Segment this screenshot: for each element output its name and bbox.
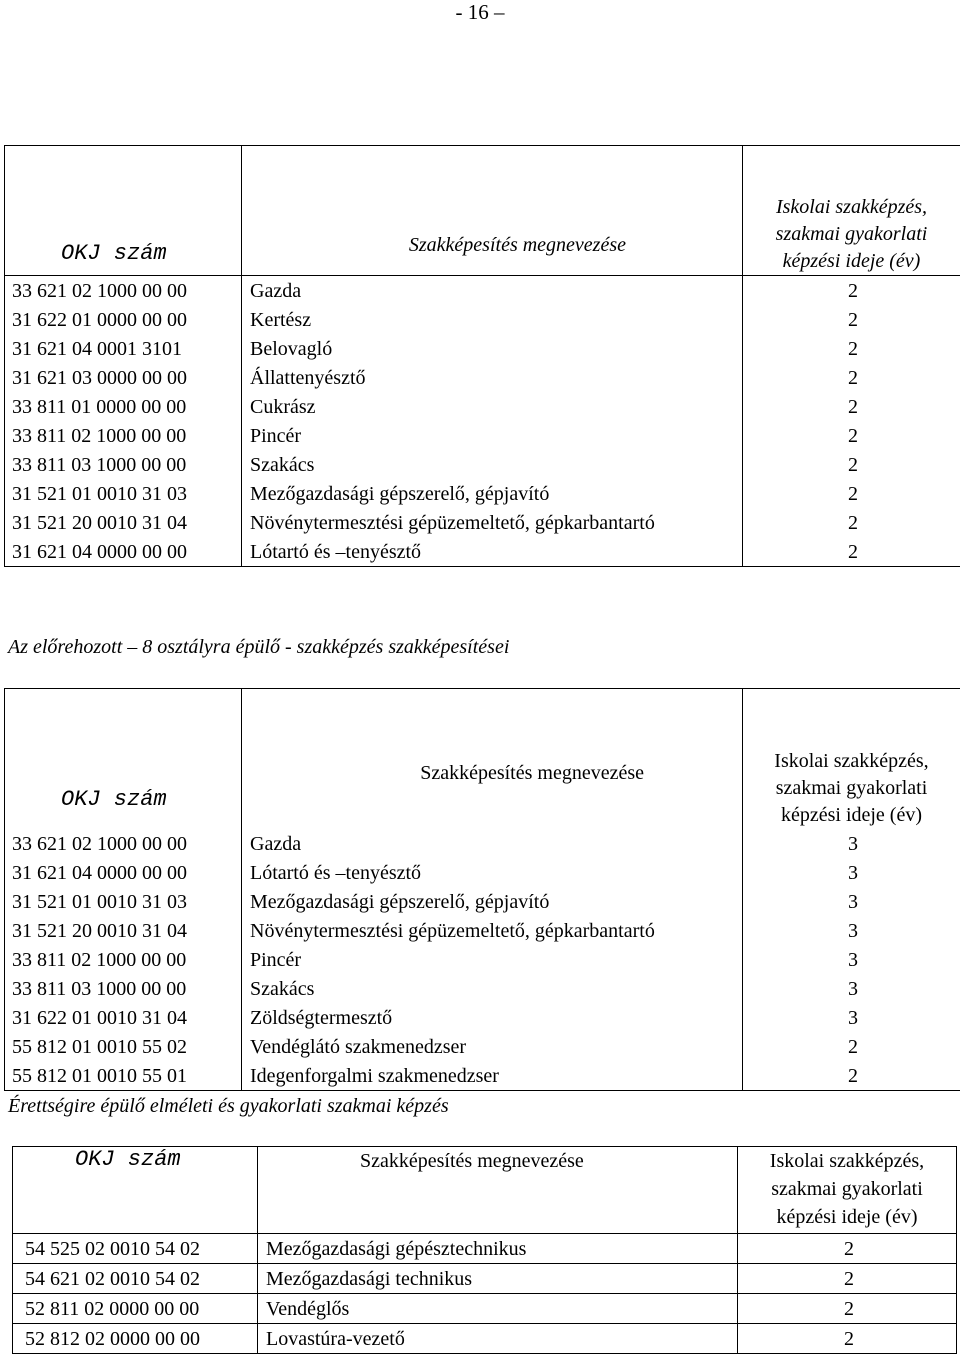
duration-column-header: Iskolai szakképzés, szakmai gyakorlati képzési ideje (év) bbox=[743, 146, 960, 276]
okj-code-cell: 31 621 04 0000 00 00 bbox=[5, 858, 242, 887]
okj-code-cell: 33 811 02 1000 00 00 bbox=[5, 945, 242, 974]
duration-years-cell: 3 bbox=[743, 945, 960, 974]
table-row bbox=[5, 945, 960, 974]
okj-code-cell: 31 621 04 0001 3101 bbox=[5, 334, 242, 363]
duration-years-cell: 2 bbox=[743, 508, 960, 537]
duration-years-cell: 2 bbox=[743, 392, 960, 421]
duration-years-cell: 2 bbox=[743, 1061, 960, 1091]
qualification-name-cell: Vendéglős bbox=[258, 1294, 738, 1324]
okj-code-cell: 31 521 20 0010 31 04 bbox=[5, 508, 242, 537]
duration-years-cell: 2 bbox=[738, 1294, 957, 1324]
qualification-name-cell: Pincér bbox=[242, 421, 743, 450]
table-row bbox=[13, 1234, 957, 1264]
table-row bbox=[5, 1061, 960, 1091]
section-title-early-vocational: Az előrehozott – 8 osztályra épülő - szakképzés szakképesítései bbox=[8, 634, 509, 660]
table-row bbox=[5, 363, 960, 392]
duration-years-cell: 3 bbox=[743, 916, 960, 945]
duration-years-cell: 2 bbox=[743, 305, 960, 334]
okj-code-cell: 31 621 03 0000 00 00 bbox=[5, 363, 242, 392]
duration-years-cell: 2 bbox=[743, 479, 960, 508]
name-column-header: Szakképesítés megnevezése bbox=[242, 689, 743, 830]
section-title-post-secondary: Érettségire épülő elméleti és gyakorlati szakmai képzés bbox=[8, 1093, 449, 1119]
qualification-name-cell: Kertész bbox=[242, 305, 743, 334]
duration-years-cell: 3 bbox=[743, 974, 960, 1003]
duration-years-cell: 3 bbox=[743, 887, 960, 916]
okj-code-cell: 33 811 03 1000 00 00 bbox=[5, 450, 242, 479]
okj-column-header: OKJ szám bbox=[5, 146, 242, 276]
duration-column-header: Iskolai szakképzés, szakmai gyakorlati képzési ideje (év) bbox=[738, 1147, 957, 1234]
duration-years-cell: 2 bbox=[743, 537, 960, 567]
okj-code-cell: 33 811 01 0000 00 00 bbox=[5, 392, 242, 421]
qualification-name-cell: Szakács bbox=[242, 974, 743, 1003]
okj-code-cell: 31 622 01 0010 31 04 bbox=[5, 1003, 242, 1032]
qualification-name-cell: Mezőgazdasági gépszerelő, gépjavító bbox=[242, 479, 743, 508]
okj-code-cell: 31 521 20 0010 31 04 bbox=[5, 916, 242, 945]
qualification-name-cell: Szakács bbox=[242, 450, 743, 479]
qualification-name-cell: Gazda bbox=[242, 276, 743, 306]
okj-code-cell: 52 812 02 0000 00 00 bbox=[13, 1324, 258, 1354]
table-row bbox=[5, 1032, 960, 1061]
okj-column-header: OKJ szám bbox=[13, 1147, 258, 1234]
duration-years-cell: 3 bbox=[743, 829, 960, 858]
duration-years-cell: 2 bbox=[738, 1264, 957, 1294]
okj-code-cell: 31 621 04 0000 00 00 bbox=[5, 537, 242, 567]
okj-code-cell: 33 811 02 1000 00 00 bbox=[5, 421, 242, 450]
table-row bbox=[5, 974, 960, 1003]
table-header-row bbox=[5, 146, 960, 276]
table-row bbox=[5, 829, 960, 858]
okj-code-cell: 55 812 01 0010 55 02 bbox=[5, 1032, 242, 1061]
duration-column-header: Iskolai szakképzés, szakmai gyakorlati képzési ideje (év) bbox=[743, 689, 960, 830]
qualification-name-cell: Lótartó és –tenyésztő bbox=[242, 537, 743, 567]
qualification-name-cell: Lovastúra-vezető bbox=[258, 1324, 738, 1354]
duration-years-cell: 3 bbox=[743, 1003, 960, 1032]
table-row bbox=[13, 1324, 957, 1354]
table-header-row bbox=[13, 1147, 957, 1234]
qualification-name-cell: Gazda bbox=[242, 829, 743, 858]
okj-code-cell: 55 812 01 0010 55 01 bbox=[5, 1061, 242, 1091]
okj-column-header: OKJ szám bbox=[5, 689, 242, 830]
qualification-name-cell: Cukrász bbox=[242, 392, 743, 421]
table-row bbox=[5, 887, 960, 916]
okj-code-cell: 33 621 02 1000 00 00 bbox=[5, 276, 242, 306]
table-row bbox=[5, 305, 960, 334]
qualifications-table-3 bbox=[12, 1146, 957, 1354]
duration-years-cell: 2 bbox=[738, 1234, 957, 1264]
okj-code-cell: 31 622 01 0000 00 00 bbox=[5, 305, 242, 334]
name-column-header: Szakképesítés megnevezése bbox=[258, 1147, 738, 1234]
duration-years-cell: 2 bbox=[743, 334, 960, 363]
duration-years-cell: 2 bbox=[743, 450, 960, 479]
duration-years-cell: 2 bbox=[743, 276, 960, 306]
table-row bbox=[5, 1003, 960, 1032]
table-row bbox=[5, 916, 960, 945]
duration-years-cell: 3 bbox=[743, 858, 960, 887]
okj-code-cell: 52 811 02 0000 00 00 bbox=[13, 1294, 258, 1324]
okj-code-cell: 33 621 02 1000 00 00 bbox=[5, 829, 242, 858]
table-row bbox=[5, 479, 960, 508]
qualification-name-cell: Állattenyésztő bbox=[242, 363, 743, 392]
qualification-name-cell: Zöldségtermesztő bbox=[242, 1003, 743, 1032]
table-row bbox=[5, 392, 960, 421]
table-row bbox=[5, 334, 960, 363]
duration-years-cell: 2 bbox=[738, 1324, 957, 1354]
duration-years-cell: 2 bbox=[743, 1032, 960, 1061]
qualification-name-cell: Növénytermesztési gépüzemeltető, gépkarbantartó bbox=[242, 508, 743, 537]
table-row bbox=[13, 1264, 957, 1294]
name-column-header: Szakképesítés megnevezése bbox=[242, 146, 743, 276]
okj-code-cell: 54 621 02 0010 54 02 bbox=[13, 1264, 258, 1294]
qualifications-table-2 bbox=[4, 688, 960, 1091]
table-row bbox=[5, 450, 960, 479]
qualification-name-cell: Vendéglátó szakmenedzser bbox=[242, 1032, 743, 1061]
table-header-row bbox=[5, 689, 960, 830]
okj-code-cell: 31 521 01 0010 31 03 bbox=[5, 479, 242, 508]
duration-years-cell: 2 bbox=[743, 421, 960, 450]
qualification-name-cell: Növénytermesztési gépüzemeltető, gépkarbantartó bbox=[242, 916, 743, 945]
table-row bbox=[13, 1294, 957, 1324]
page-number: - 16 – bbox=[0, 0, 960, 24]
table-row bbox=[5, 537, 960, 567]
qualifications-table-1 bbox=[4, 145, 960, 567]
qualification-name-cell: Belovagló bbox=[242, 334, 743, 363]
duration-years-cell: 2 bbox=[743, 363, 960, 392]
qualification-name-cell: Mezőgazdasági gépszerelő, gépjavító bbox=[242, 887, 743, 916]
okj-code-cell: 31 521 01 0010 31 03 bbox=[5, 887, 242, 916]
qualification-name-cell: Idegenforgalmi szakmenedzser bbox=[242, 1061, 743, 1091]
qualification-name-cell: Mezőgazdasági gépésztechnikus bbox=[258, 1234, 738, 1264]
qualification-name-cell: Lótartó és –tenyésztő bbox=[242, 858, 743, 887]
okj-code-cell: 54 525 02 0010 54 02 bbox=[13, 1234, 258, 1264]
qualification-name-cell: Pincér bbox=[242, 945, 743, 974]
table-row bbox=[5, 421, 960, 450]
table-row bbox=[5, 508, 960, 537]
qualification-name-cell: Mezőgazdasági technikus bbox=[258, 1264, 738, 1294]
okj-code-cell: 33 811 03 1000 00 00 bbox=[5, 974, 242, 1003]
table-row bbox=[5, 858, 960, 887]
table-row bbox=[5, 276, 960, 306]
